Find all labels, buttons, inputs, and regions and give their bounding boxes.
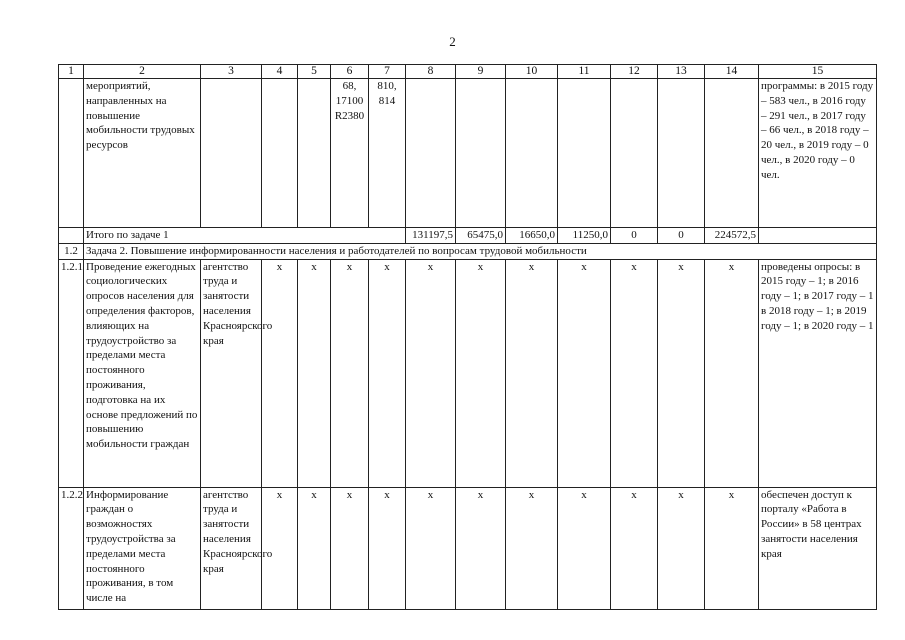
budget-table (58, 64, 877, 610)
budget-code-c7: 810, 814 (369, 79, 406, 228)
measure-name: Проведение ежегодных социологических опросов населения для определения факторов, влияющих на трудоустройство за пределами места постоянного проживания, подготовка на их основе предложений по повышению мобильности граждан (84, 259, 201, 487)
mark-c8: x (406, 487, 456, 609)
total-row (59, 228, 877, 244)
column-number-row (59, 65, 877, 79)
mark-c14: x (705, 259, 759, 487)
mark-c10: x (506, 259, 558, 487)
expected-result: проведены опросы: в 2015 году – 1; в 2016 году – 1; в 2017 году – 1 в 2018 году – 1; в 2019 году – 1; в 2020 году – 1 (759, 259, 877, 487)
table-row-1-2-1 (59, 259, 877, 487)
table-row-continuation (59, 79, 877, 228)
col-header: 15 (759, 65, 877, 79)
total-c8: 131197,5 (406, 228, 456, 244)
total-c10: 16650,0 (506, 228, 558, 244)
expected-result: обеспечен доступ к порталу «Работа в России» в 58 центрах занятости населения края (759, 487, 877, 609)
budget-code-c6: 68, 17100 R2380 (331, 79, 369, 228)
mark-c14: x (705, 487, 759, 609)
mark-c10: x (506, 487, 558, 609)
total-c11: 11250,0 (558, 228, 611, 244)
total-c9: 65475,0 (456, 228, 506, 244)
mark-c5: x (298, 259, 331, 487)
expected-result: программы: в 2015 году – 583 чел., в 2016 году – 291 чел., в 2017 году – 66 чел., в 2018 году – 20 чел., в 2019 году – 0 чел., в 2020 году – 0 чел. (759, 79, 877, 228)
mark-c6: x (331, 259, 369, 487)
executor: агентство труда и занятости населения Красноярского края (201, 259, 262, 487)
col-header: 3 (201, 65, 262, 79)
measure-name: мероприятий, направленных на повышение мобильности трудовых ресурсов (84, 79, 201, 228)
mark-c11: x (558, 259, 611, 487)
total-c13: 0 (658, 228, 705, 244)
mark-c8: x (406, 259, 456, 487)
col-header: 1 (59, 65, 84, 79)
col-header: 13 (658, 65, 705, 79)
executor: агентство труда и занятости населения Красноярского края (201, 487, 262, 609)
col-header: 12 (611, 65, 658, 79)
mark-c5: x (298, 487, 331, 609)
mark-c9: x (456, 259, 506, 487)
mark-c4: x (262, 487, 298, 609)
total-c12: 0 (611, 228, 658, 244)
col-header: 7 (369, 65, 406, 79)
total-c14: 224572,5 (705, 228, 759, 244)
col-header: 8 (406, 65, 456, 79)
mark-c4: x (262, 259, 298, 487)
page-number: 2 (449, 34, 456, 49)
col-header: 6 (331, 65, 369, 79)
mark-c6: x (331, 487, 369, 609)
col-header: 9 (456, 65, 506, 79)
col-header: 4 (262, 65, 298, 79)
mark-c7: x (369, 487, 406, 609)
col-header: 5 (298, 65, 331, 79)
task2-title: Задача 2. Повышение информированности населения и работодателей по вопросам трудовой мобильности (84, 243, 877, 259)
mark-c13: x (658, 487, 705, 609)
table-row-1-2-2 (59, 487, 877, 609)
mark-c12: x (611, 487, 658, 609)
total-label: Итого по задаче 1 (84, 228, 406, 244)
row-number: 1.2.2 (59, 487, 84, 609)
mark-c12: x (611, 259, 658, 487)
measure-name: Информирование граждан о возможностях трудоустройства за пределами места постоянного проживания, в том числе на (84, 487, 201, 609)
task2-number: 1.2 (59, 243, 84, 259)
mark-c13: x (658, 259, 705, 487)
col-header: 11 (558, 65, 611, 79)
row-number: 1.2.1 (59, 259, 84, 487)
col-header: 14 (705, 65, 759, 79)
task2-row (59, 243, 877, 259)
col-header: 10 (506, 65, 558, 79)
mark-c7: x (369, 259, 406, 487)
col-header: 2 (84, 65, 201, 79)
mark-c9: x (456, 487, 506, 609)
mark-c11: x (558, 487, 611, 609)
